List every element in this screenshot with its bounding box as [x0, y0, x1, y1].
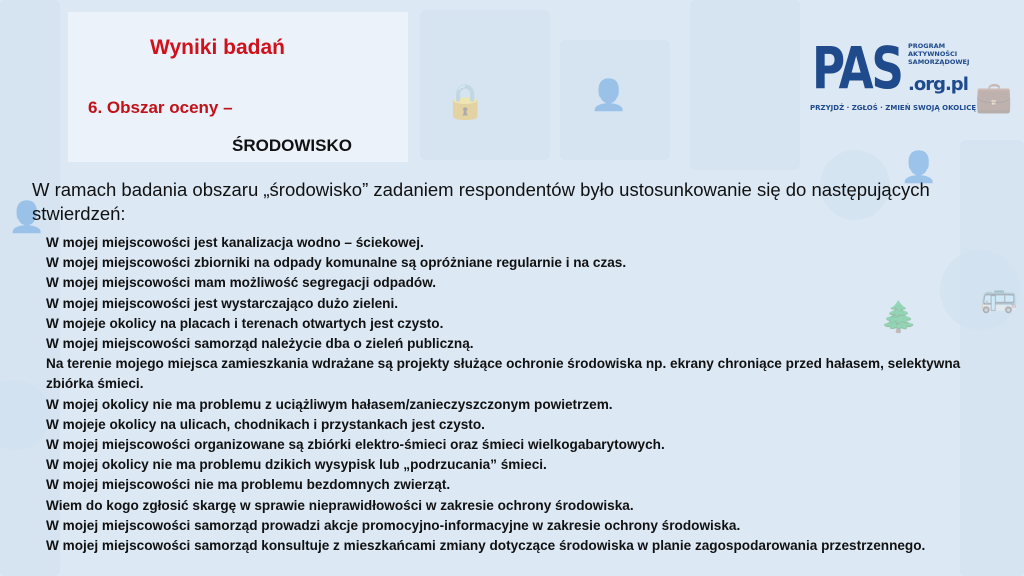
logo-slogan: PRZYJDŹ · ZGŁOŚ · ZMIEŃ SWOJĄ OKOLICĘ [810, 104, 977, 112]
statement-item: W mojej miejscowości zbiorniki na odpady komunalne są opróżniane regularnie i na czas. [46, 255, 627, 271]
statement-list [46, 233, 966, 556]
section-heading: 6. Obszar oceny – [88, 98, 233, 117]
statement-item: W mojeje okolicy na ulicach, chodnikach i przystankach jest czysto. [46, 416, 485, 432]
logo-tagline [908, 42, 972, 66]
logo-tagline-line: AKTYWNOŚCI [908, 50, 958, 58]
statement-item: W mojeje okolicy na placach i terenach otwartych jest czysto. [46, 315, 444, 331]
statement-item: W mojej okolicy nie ma problemu dzikich wysypisk lub „podrzucania” śmieci. [46, 457, 547, 473]
slide-title: Wyniki badań [150, 36, 285, 59]
statement-item: W mojej miejscowości nie ma problemu bezdomnych zwierząt. [46, 477, 451, 493]
pas-logo [810, 34, 977, 122]
statement-item: W mojej miejscowości samorząd prowadzi akcje promocyjno-informacyjne w zakresie ochrony środowiska. [46, 517, 741, 533]
statement-item: Wiem do kogo zgłosić skargę w sprawie nieprawidłowości w zakresie ochrony środowiska. [46, 497, 634, 513]
statement-item: W mojej miejscowości jest wystarczająco dużo zieleni. [46, 295, 399, 311]
section-name: ŚRODOWISKO [232, 136, 352, 155]
logo-tagline-line: SAMORZĄDOWEJ [908, 58, 970, 66]
statement-item: W mojej miejscowości jest kanalizacja wodno – ściekowej. [46, 235, 424, 250]
logo-tagline-line: PROGRAM [908, 42, 946, 50]
statement-item: W mojej miejscowości samorząd należycie dba o zieleń publiczną. [46, 336, 474, 352]
logo-domain: .org.pl [908, 74, 968, 95]
statement-item: Na terenie mojego miejsca zamieszkania wdrażane są projekty służące ochronie środowiska np. ekrany chroniące przed hałasem, selektywna zbiórka śmieci. [46, 356, 961, 392]
statement-item: W mojej miejscowości samorząd konsultuje z mieszkańcami zmiany dotyczące środowiska w planie zagospodarowania przestrzennego. [46, 538, 926, 554]
statement-item: W mojej miejscowości organizowane są zbiórki elektro-śmieci oraz śmieci wielkogabarytowych. [46, 437, 665, 453]
logo-wordmark: PAS [812, 34, 902, 102]
statement-item: W mojej miejscowości mam możliwość segregacji odpadów. [46, 275, 437, 291]
statement-item: W mojej okolicy nie ma problemu z uciążliwym hałasem/zanieczyszczonym powietrzem. [46, 396, 613, 412]
intro-text: W ramach badania obszaru „środowisko” zadaniem respondentów było ustosunkowanie się do następujących stwierdzeń: [32, 179, 930, 224]
